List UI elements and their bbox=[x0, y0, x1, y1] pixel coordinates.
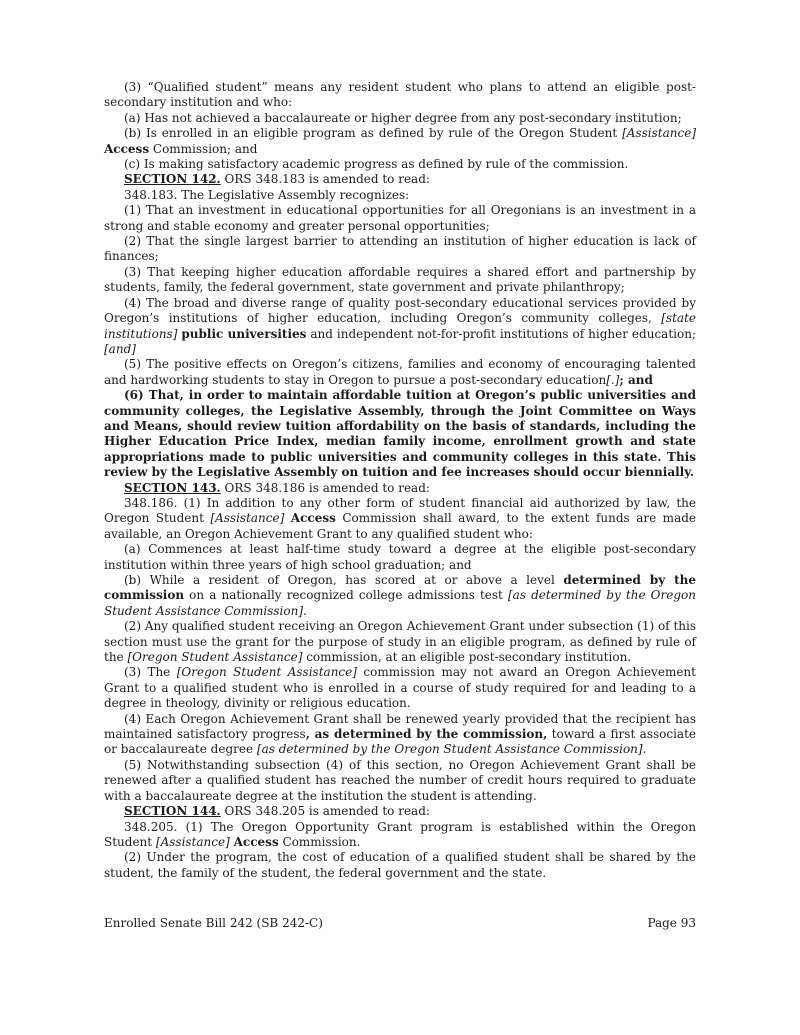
text-segment: ; and bbox=[619, 372, 653, 387]
footer-page-number: Page 93 bbox=[647, 916, 696, 930]
text-segment: Access bbox=[290, 511, 336, 526]
text-segment: toward a first associate or baccalaureate degree bbox=[104, 727, 696, 757]
text-segment: determined by the commission bbox=[104, 573, 696, 603]
paragraph bbox=[104, 619, 696, 665]
text-segment: 348.183. The Legislative Assembly recognizes: bbox=[124, 187, 410, 202]
text-segment: [as determined by the Oregon Student Assistance Commission] bbox=[256, 742, 643, 757]
text-segment: SECTION 143. bbox=[124, 480, 221, 495]
text-segment: Access bbox=[104, 141, 150, 156]
text-segment: [Oregon Student Assistance] bbox=[176, 665, 357, 680]
text-segment: SECTION 144. bbox=[124, 804, 221, 819]
text-segment: (2) Under the program, the cost of education of a qualified student shall be shared by the student, the family of the student, the federal government and the state. bbox=[104, 850, 696, 880]
text-segment: (4) The broad and diverse range of quality post-secondary educational services provided by Oregon’s institutions of higher education, including Oregon’s community colleges, bbox=[104, 295, 696, 326]
text-segment: (6) That, in order to maintain affordable tuition at Oregon’s public universities and community colleges, the Legislative Assembly, through the Joint Committee on Ways and Means, should review tuition affordability on the basis of standards, including the Higher Education Price Index, median family income, enrollment growth and state appropriations made to public universities and community colleges in this state. This review by the Legislative Assembly on tuition and fee increases should occur biennially. bbox=[104, 388, 696, 480]
paragraph bbox=[104, 804, 696, 819]
text-segment: public universities bbox=[181, 326, 307, 341]
text-segment: ORS 348.205 is amended to read: bbox=[220, 804, 430, 819]
text-segment: 348.186. (1) In addition to any other form of student financial aid authorized by law, the Oregon Student bbox=[104, 495, 696, 526]
text-segment: [and] bbox=[104, 341, 136, 356]
text-segment: [.] bbox=[606, 372, 620, 387]
document-body bbox=[104, 80, 696, 881]
text-segment: Commission. bbox=[278, 834, 361, 849]
paragraph bbox=[104, 388, 696, 480]
text-segment: [Assistance] bbox=[210, 511, 285, 526]
text-segment: [state institutions] bbox=[104, 311, 696, 341]
text-segment: (c) Is making satisfactory academic progress as defined by rule of the commission. bbox=[124, 157, 629, 172]
page-footer bbox=[104, 916, 696, 931]
text-segment: (3) The bbox=[124, 665, 177, 680]
text-segment: (2) Any qualified student receiving an Oregon Achievement Grant under subsection (1) of this section must use the grant for the purpose of study in an eligible program, as defined by rule of the bbox=[104, 619, 696, 665]
text-segment: (b) While a resident of Oregon, has scored at or above a level bbox=[124, 573, 564, 587]
paragraph bbox=[104, 573, 696, 619]
paragraph bbox=[104, 126, 696, 157]
paragraph bbox=[104, 157, 696, 172]
text-segment: commission, at an eligible post-secondary institution. bbox=[302, 650, 632, 665]
paragraph bbox=[104, 850, 696, 881]
text-segment: Commission shall award, to the extent funds are made available, an Oregon Achievement Grant to any qualified student who: bbox=[104, 511, 696, 541]
text-segment: [Assistance] bbox=[622, 126, 696, 141]
paragraph bbox=[104, 496, 696, 542]
paragraph bbox=[104, 188, 696, 203]
text-segment: . bbox=[303, 603, 307, 618]
paragraph bbox=[104, 712, 696, 758]
text-segment: and independent not-for-profit institutions of higher education; bbox=[306, 326, 696, 341]
paragraph bbox=[104, 820, 696, 851]
text-segment: [as determined by the Oregon Student Assistance Commission] bbox=[104, 588, 696, 618]
text-segment: . bbox=[642, 742, 647, 757]
paragraph bbox=[104, 542, 696, 573]
text-segment: (a) Commences at least half-time study toward a degree at the eligible post-secondary institution within three years of high school graduation; and bbox=[104, 542, 696, 572]
paragraph bbox=[104, 265, 696, 296]
text-segment: [Assistance] bbox=[155, 834, 230, 849]
text-segment: (3) That keeping higher education affordable requires a shared effort and partnership by students, family, the federal government, state government and private philanthropy; bbox=[104, 264, 696, 295]
text-segment: (4) Each Oregon Achievement Grant shall be renewed yearly provided that the recipient has maintained satisfactory progress bbox=[104, 711, 696, 742]
text-segment: (b) Is enrolled in an eligible program as defined by rule of the Oregon Student bbox=[124, 126, 623, 141]
paragraph bbox=[104, 172, 696, 187]
text-segment: (a) Has not achieved a baccalaureate or higher degree from any post-secondary institution; bbox=[124, 110, 682, 125]
text-segment: ORS 348.186 is amended to read: bbox=[220, 480, 430, 495]
paragraph bbox=[104, 80, 696, 111]
text-segment: (3) “Qualified student” means any resident student who plans to attend an eligible post-secondary institution and who: bbox=[104, 80, 696, 110]
paragraph bbox=[104, 357, 696, 388]
text-segment: ORS 348.183 is amended to read: bbox=[220, 172, 430, 187]
text-segment: [Oregon Student Assistance] bbox=[127, 650, 303, 665]
text-segment: on a nationally recognized college admissions test bbox=[184, 588, 508, 603]
text-segment: , as determined by the commission, bbox=[305, 727, 548, 742]
paragraph bbox=[104, 481, 696, 496]
text-segment: (5) The positive effects on Oregon’s citizens, families and economy of encouraging talented and hardworking students to stay in Oregon to pursue a post-secondary education bbox=[104, 357, 696, 387]
text-segment: (1) That an investment in educational opportunities for all Oregonians is an investment in a strong and stable economy and greater personal opportunities; bbox=[104, 203, 696, 233]
text-segment: 348.205. (1) The Oregon Opportunity Grant program is established within the Oregon Student bbox=[104, 819, 696, 849]
text-segment: commission may not award an Oregon Achievement Grant to a qualified student who is enrolled in a course of study required for and leading to a degree in theology, divinity or religious education. bbox=[104, 665, 696, 711]
paragraph bbox=[104, 296, 696, 358]
text-segment: (5) Notwithstanding subsection (4) of this section, no Oregon Achievement Grant shall be renewed after a qualified student has reached the number of credit hours required to graduate with a baccalaureate degree at the institution the student is attending. bbox=[104, 757, 696, 803]
footer-bill-title: Enrolled Senate Bill 242 (SB 242-C) bbox=[104, 916, 323, 930]
text-segment: Access bbox=[233, 834, 279, 849]
paragraph bbox=[104, 111, 696, 126]
paragraph bbox=[104, 203, 696, 234]
text-segment: SECTION 142. bbox=[124, 172, 221, 187]
paragraph bbox=[104, 665, 696, 711]
paragraph bbox=[104, 234, 696, 265]
text-segment: (2) That the single largest barrier to attending an institution of higher education is lack of finances; bbox=[104, 234, 696, 264]
text-segment: Commission; and bbox=[149, 141, 258, 156]
paragraph bbox=[104, 758, 696, 804]
